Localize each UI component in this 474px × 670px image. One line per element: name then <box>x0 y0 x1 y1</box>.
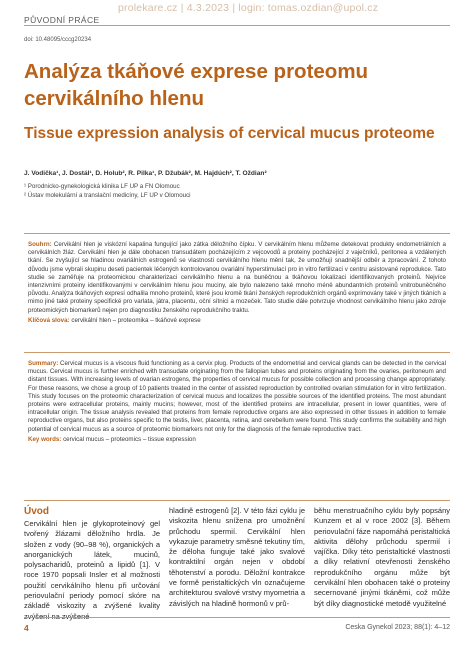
keywords-english-label: Key words: <box>28 435 62 443</box>
footer-divider <box>24 617 450 618</box>
keywords-czech <box>24 317 450 325</box>
body-column-1 <box>24 506 160 622</box>
journal-citation: Ceska Gynekol 2023; 88(1): 4–12 <box>345 624 450 631</box>
abstract-czech-label: Souhrn: <box>28 241 52 248</box>
intro-paragraph-1: Cervikální hlen je glykoproteinový gel tvořený žlázami děložního hrdla. Je složen z vody (90–98 %), organických a anorganických látek, mucinů, polysacharidů, proteinů a lipidů [1]. V roce 1970 popsali Insler et al možnosti použití cervikálního hlenu při určování periovulační periody pomocí skóre na základě viskozity a zvýšené kvality zvýšení na zvýšené <box>24 519 160 621</box>
affiliation-1: ¹ Porodnicko-gynekologická klinika LF UP a FN Olomouc <box>24 183 180 190</box>
article-title-czech: Analýza tkáňové exprese proteomu cervikálního hlenu <box>24 60 369 110</box>
abstract-czech-body: Cervikální hlen je viskózní kapalina fungující jako zátka děložního čípku. V cervikálním hlenu můžeme detekovat produkty endometriálních a cervikálních žláz. Cervikální hlen je dále obohacen transudátem pocházejícím z vejcovodů a proteiny pocházející z vaječníků, peritonea a vzdálených tkání. Se zvyšující se hladinou ovariálních estrogenů se vlastnosti cervikálního hlenu mění tak, že umožňují snadnější odběr a zpracování. Z tohoto důvodu jsme vybrali skupinu deseti pacientek léčených kontrolovanou ovariální hyperstimulací pro in vitro fertilizaci v centru asistované reprodukce. Tato studie se zaměřuje na proteomickou charakterizaci cervikálního hlenu a na buněčnou a tkáňovou lokalizaci identifikovaných proteinů. Nejvíce intenzivními proteiny identifikovanými v cervikálním hlenu jsou muciny, ale bylo nalezeno také mnoho méně abundantních proteinů vnitrobuněčného původu. Analýza tkáňových expresí odhalila mnoho proteinů, které jsou kromě tkání ženských reprodukčních orgánů exprimovány také v jiných tkáních a mimo jiné také proteiny specifické pro varlata, játra, placentu, oční sítnici a mozeček. Tato studie dále potvrzuje vhodnost cervikálního hlenu jako zdroje proteomických biomarkerů nejen pro diagnostiku ženského reprodukčního traktu. <box>28 241 446 314</box>
keywords-english <box>24 436 450 444</box>
abstract-english-body: Cervical mucus is a viscous fluid functioning as a cervix plug. Products of the endometrial and cervical glands can be detected in the cervical mucus. Cervical mucus is further enriched with transudate originating from the fallopian tubes and proteins originating from the ovaries, peritoneum and distant tissues. With increasing levels of ovarian estrogens, the properties of cervical mucus for possible collection and processing change appropriately. For these reasons, we chose a group of 10 patients treated in the center of assisted reproduction by controlled ovarian stimulation for in vitro fertilization. This study focuses on the proteomic characterization of cervical mucus and localizes the possible sources of the identified proteins. The most abundant proteins were extracellular proteins, mainly mucins; however, most of the identified proteins are intracellular, present in lower quantities, were of intracellular origin. The tissue analysis revealed that proteins from female reproductive organs are also expressed in other tissues in addition to female reproductive organs, but also proteins specific to the testis, liver, placenta, retina, and cerebellum were found. This study confirms the suitability and high potential of cervical mucus as a source of proteomic biomarkers not only for the diagnosis of the female reproductive tract. <box>28 360 446 433</box>
affiliation-2: ² Ústav molekulární a translační medicíny, LF UP v Olomouci <box>24 192 191 199</box>
intro-paragraph-3: běhu menstruačního cyklu byly popsány Kunzem et al v roce 2002 [3]. Během periovulační fáze napomáhá peristaltická aktivita dělohy průchodu spermií i vajíčka. Díky této peristaltické vlastnosti a díky relativní otevřenosti ženského reprodukčního orgánu může být cervikální hlen obohacen také o proteiny secernované jinými tkáněmi, což může být díky diagnostické metodě využitelné <box>314 506 450 608</box>
keywords-czech-body: cervikální hlen – proteomika – tkáňové exprese <box>69 316 201 324</box>
author-list: J. Vodička¹, J. Dostál¹, D. Holub², R. Pilka¹, P. Džubák², M. Hajdúch², T. Oždian² <box>24 170 267 177</box>
header-divider <box>24 25 450 26</box>
download-watermark: prolekare.cz | 4.3.2023 | login: tomas.ozdian@upol.cz <box>118 2 379 14</box>
page-number: 4 <box>24 623 29 633</box>
keywords-czech-label: Klíčová slova: <box>28 316 70 324</box>
intro-paragraph-2: hladině estrogenů [2]. V této fázi cyklu je viskozita hlenu snížena pro umožnění průchodu spermií. Cervikální hlen vykazuje parametry směsné tekutiny tím, že děloha funguje také jako svalové kontraktilní orgán nejen v období těhotenství a porodu. Děložní kontrakce ve formě peristaltických vln označujeme architekturou svalové vrstvy myometria a závislých na hladině hormonů v prů- <box>169 506 305 608</box>
abstract-czech-text <box>24 234 450 315</box>
abstract-english <box>24 352 450 444</box>
intro-heading: Úvod <box>24 506 49 517</box>
doi-text: doi: 10.48095/cccg20234 <box>24 37 92 43</box>
section-label: PŮVODNÍ PRÁCE <box>24 15 100 25</box>
abstract-english-text <box>24 353 450 434</box>
body-column-3 <box>314 506 450 609</box>
body-divider <box>24 500 450 501</box>
article-title-english: Tissue expression analysis of cervical mucus proteome <box>24 125 435 142</box>
abstract-english-label: Summary: <box>28 360 59 367</box>
keywords-english-body: cervical mucus – proteomics – tissue expression <box>61 435 196 443</box>
abstract-czech <box>24 233 450 325</box>
body-column-2 <box>169 506 305 609</box>
